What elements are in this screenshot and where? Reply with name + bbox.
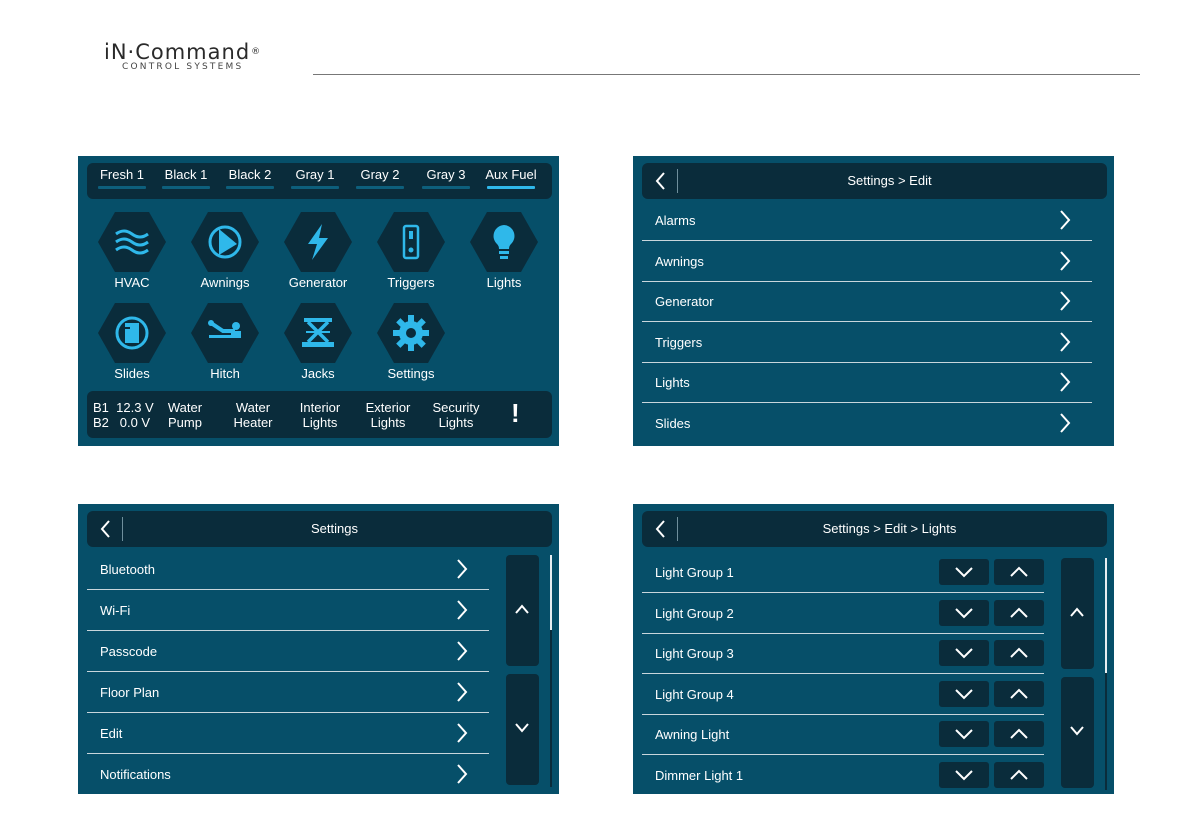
scroll-up-button[interactable] bbox=[1061, 558, 1094, 669]
list-item-label: Passcode bbox=[100, 644, 158, 659]
chevron-right-icon bbox=[455, 722, 469, 744]
lights-label: Lights bbox=[486, 275, 522, 290]
list-item-edit[interactable] bbox=[87, 713, 489, 754]
water-heater-button[interactable] bbox=[226, 400, 280, 430]
list-item-wifi[interactable] bbox=[87, 590, 489, 631]
tank-tab-aux-fuel[interactable] bbox=[482, 167, 540, 189]
exterior-lights-button[interactable] bbox=[360, 400, 416, 430]
chevron-right-icon bbox=[1058, 331, 1072, 353]
header-separator bbox=[122, 517, 123, 541]
scroll-up-button[interactable] bbox=[506, 555, 539, 666]
jacks-icon bbox=[298, 313, 338, 353]
chevron-right-icon bbox=[1058, 371, 1072, 393]
list-item-label: Floor Plan bbox=[100, 685, 160, 700]
back-icon[interactable] bbox=[652, 169, 668, 193]
chevron-down-icon bbox=[954, 607, 974, 619]
triggers-label: Triggers bbox=[387, 275, 435, 290]
back-icon[interactable] bbox=[97, 517, 113, 541]
list-item-label: Triggers bbox=[655, 335, 703, 350]
settings-tile[interactable] bbox=[377, 303, 445, 363]
chevron-up-icon bbox=[1069, 606, 1085, 618]
list-item-generator[interactable] bbox=[642, 281, 1092, 322]
tank-level-bar bbox=[226, 186, 274, 189]
list-item-label: Alarms bbox=[655, 213, 696, 228]
triggers-tile[interactable] bbox=[377, 212, 445, 272]
tank-tab-black-1[interactable] bbox=[157, 167, 215, 189]
hvac-tile[interactable] bbox=[98, 212, 166, 272]
move-down-button[interactable] bbox=[939, 600, 989, 626]
tank-tab-black-2[interactable] bbox=[221, 167, 279, 189]
settings-edit-lights-screen bbox=[633, 504, 1114, 794]
logo-registered-mark: ® bbox=[251, 47, 262, 57]
chevron-down-icon bbox=[514, 722, 530, 734]
tank-tab-label: Black 1 bbox=[164, 167, 208, 182]
slides-label: Slides bbox=[114, 366, 150, 381]
move-up-button[interactable] bbox=[994, 762, 1044, 788]
tank-level-bar bbox=[422, 186, 470, 189]
list-item-label: Light Group 1 bbox=[655, 565, 734, 580]
scrollbar-thumb[interactable] bbox=[550, 555, 552, 630]
page-title: Settings bbox=[311, 521, 358, 536]
move-down-button[interactable] bbox=[939, 559, 989, 585]
list-item-alarms[interactable] bbox=[642, 200, 1092, 241]
generator-label: Generator bbox=[288, 275, 348, 290]
move-up-button[interactable] bbox=[994, 721, 1044, 747]
battery-readout bbox=[93, 400, 154, 430]
water-pump-button[interactable] bbox=[159, 400, 211, 430]
chevron-down-icon bbox=[954, 566, 974, 578]
tank-level-bar bbox=[162, 186, 210, 189]
hvac-icon bbox=[112, 222, 152, 262]
quick-label-line1: Interior bbox=[299, 400, 341, 415]
scroll-down-button[interactable] bbox=[1061, 677, 1094, 788]
triggers-icon bbox=[391, 222, 431, 262]
page-title: Settings > Edit bbox=[847, 173, 932, 188]
quick-label-line2: Lights bbox=[302, 415, 338, 430]
header-separator bbox=[677, 517, 678, 541]
header-divider bbox=[313, 74, 1140, 75]
hvac-label: HVAC bbox=[114, 275, 150, 290]
chevron-up-icon bbox=[1009, 769, 1029, 781]
list-item-label: Light Group 2 bbox=[655, 606, 734, 621]
settings-screen bbox=[78, 504, 559, 794]
list-item-bluetooth[interactable] bbox=[87, 549, 489, 590]
tank-tab-label: Black 2 bbox=[228, 167, 272, 182]
tank-tab-label: Fresh 1 bbox=[99, 167, 145, 182]
move-down-button[interactable] bbox=[939, 721, 989, 747]
list-item-lights[interactable] bbox=[642, 362, 1092, 403]
slides-icon bbox=[112, 313, 152, 353]
chevron-up-icon bbox=[1009, 647, 1029, 659]
generator-tile[interactable] bbox=[284, 212, 352, 272]
chevron-right-icon bbox=[1058, 250, 1072, 272]
security-lights-button[interactable] bbox=[427, 400, 485, 430]
list-item-label: Generator bbox=[655, 294, 714, 309]
list-item-label: Notifications bbox=[100, 767, 171, 782]
tank-tab-label: Aux Fuel bbox=[485, 167, 537, 182]
list-item-label: Awning Light bbox=[655, 727, 730, 742]
settings-label: Settings bbox=[387, 366, 435, 381]
chevron-down-icon bbox=[1069, 725, 1085, 737]
logo-main-text: iN·Command bbox=[104, 40, 251, 64]
back-icon[interactable] bbox=[652, 517, 668, 541]
chevron-up-icon bbox=[1009, 566, 1029, 578]
tank-tab-fresh-1[interactable] bbox=[93, 167, 151, 189]
move-up-button[interactable] bbox=[994, 600, 1044, 626]
brand-logo bbox=[104, 40, 261, 72]
chevron-right-icon bbox=[1058, 209, 1072, 231]
list-item-notifications[interactable] bbox=[87, 754, 489, 794]
quick-controls-bar bbox=[87, 391, 552, 438]
list-item-slides[interactable] bbox=[642, 403, 1092, 443]
alert-icon[interactable]: ! bbox=[511, 398, 520, 428]
chevron-up-icon bbox=[1009, 688, 1029, 700]
chevron-right-icon bbox=[455, 599, 469, 621]
quick-label-line2: Pump bbox=[168, 415, 202, 430]
list-item-label: Light Group 3 bbox=[655, 646, 734, 661]
settings-edit-screen bbox=[633, 156, 1114, 446]
tank-tab-gray-2[interactable] bbox=[351, 167, 409, 189]
scroll-down-button[interactable] bbox=[506, 674, 539, 785]
page-title: Settings > Edit > Lights bbox=[822, 521, 957, 536]
hitch-label: Hitch bbox=[210, 366, 240, 381]
move-down-button[interactable] bbox=[939, 681, 989, 707]
chevron-right-icon bbox=[455, 763, 469, 785]
chevron-right-icon bbox=[1058, 412, 1072, 434]
header-bar bbox=[642, 511, 1107, 547]
settings-icon bbox=[391, 313, 431, 353]
chevron-right-icon bbox=[455, 558, 469, 580]
lights-icon bbox=[484, 222, 524, 262]
tank-tab-bar bbox=[87, 163, 552, 199]
chevron-down-icon bbox=[954, 728, 974, 740]
chevron-up-icon bbox=[1009, 728, 1029, 740]
list-item-passcode[interactable] bbox=[87, 631, 489, 672]
header-bar bbox=[642, 163, 1107, 199]
hitch-tile[interactable] bbox=[191, 303, 259, 363]
list-item-label: Bluetooth bbox=[100, 562, 155, 577]
tank-level-bar-active bbox=[487, 186, 535, 189]
list-item-triggers[interactable] bbox=[642, 322, 1092, 363]
tank-tab-label: Gray 2 bbox=[360, 167, 400, 182]
list-item-label: Slides bbox=[655, 416, 691, 431]
chevron-down-icon bbox=[954, 769, 974, 781]
chevron-up-icon bbox=[514, 603, 530, 615]
awnings-label: Awnings bbox=[200, 275, 250, 290]
tank-level-bar bbox=[356, 186, 404, 189]
chevron-up-icon bbox=[1009, 607, 1029, 619]
quick-label-line1: Security bbox=[432, 400, 480, 415]
tank-level-bar bbox=[291, 186, 339, 189]
list-item-label: Wi-Fi bbox=[100, 603, 131, 618]
move-down-button[interactable] bbox=[939, 762, 989, 788]
list-item-label: Awnings bbox=[655, 254, 704, 269]
chevron-right-icon bbox=[455, 681, 469, 703]
hitch-icon bbox=[205, 313, 245, 353]
move-down-button[interactable] bbox=[939, 640, 989, 666]
generator-icon bbox=[298, 222, 338, 262]
jacks-tile[interactable] bbox=[284, 303, 352, 363]
tank-tab-label: Gray 3 bbox=[426, 167, 466, 182]
quick-label-line1: Water bbox=[167, 400, 203, 415]
move-up-button[interactable] bbox=[994, 559, 1044, 585]
tank-tab-gray-1[interactable] bbox=[286, 167, 344, 189]
chevron-down-icon bbox=[954, 688, 974, 700]
quick-label-line2: Lights bbox=[438, 415, 474, 430]
header-bar bbox=[87, 511, 552, 547]
list-item-label: Edit bbox=[100, 726, 123, 741]
scrollbar-thumb[interactable] bbox=[1105, 558, 1107, 673]
tank-level-bar bbox=[98, 186, 146, 189]
quick-label-line1: Exterior bbox=[365, 400, 411, 415]
list-item-awnings[interactable] bbox=[642, 241, 1092, 282]
battery-1-voltage: B1 12.3 V bbox=[93, 400, 154, 415]
slides-tile[interactable] bbox=[98, 303, 166, 363]
chevron-down-icon bbox=[954, 647, 974, 659]
tank-tab-label: Gray 1 bbox=[295, 167, 335, 182]
awnings-icon bbox=[205, 222, 245, 262]
list-item-label: Light Group 4 bbox=[655, 687, 734, 702]
jacks-label: Jacks bbox=[301, 366, 335, 381]
lights-tile[interactable] bbox=[470, 212, 538, 272]
header-separator bbox=[677, 169, 678, 193]
list-item-floor-plan[interactable] bbox=[87, 672, 489, 713]
move-up-button[interactable] bbox=[994, 681, 1044, 707]
logo-subtitle: CONTROL SYSTEMS bbox=[122, 62, 244, 72]
interior-lights-button[interactable] bbox=[292, 400, 348, 430]
awnings-tile[interactable] bbox=[191, 212, 259, 272]
chevron-right-icon bbox=[455, 640, 469, 662]
quick-label-line2: Heater bbox=[233, 415, 273, 430]
battery-2-voltage: B2 0.0 V bbox=[93, 415, 151, 430]
list-item-label: Lights bbox=[655, 375, 690, 390]
tank-tab-gray-3[interactable] bbox=[417, 167, 475, 189]
chevron-right-icon bbox=[1058, 290, 1072, 312]
list-item-label: Dimmer Light 1 bbox=[655, 768, 744, 783]
quick-label-line1: Water bbox=[235, 400, 271, 415]
quick-label-line2: Lights bbox=[370, 415, 406, 430]
home-screen bbox=[78, 156, 559, 446]
move-up-button[interactable] bbox=[994, 640, 1044, 666]
